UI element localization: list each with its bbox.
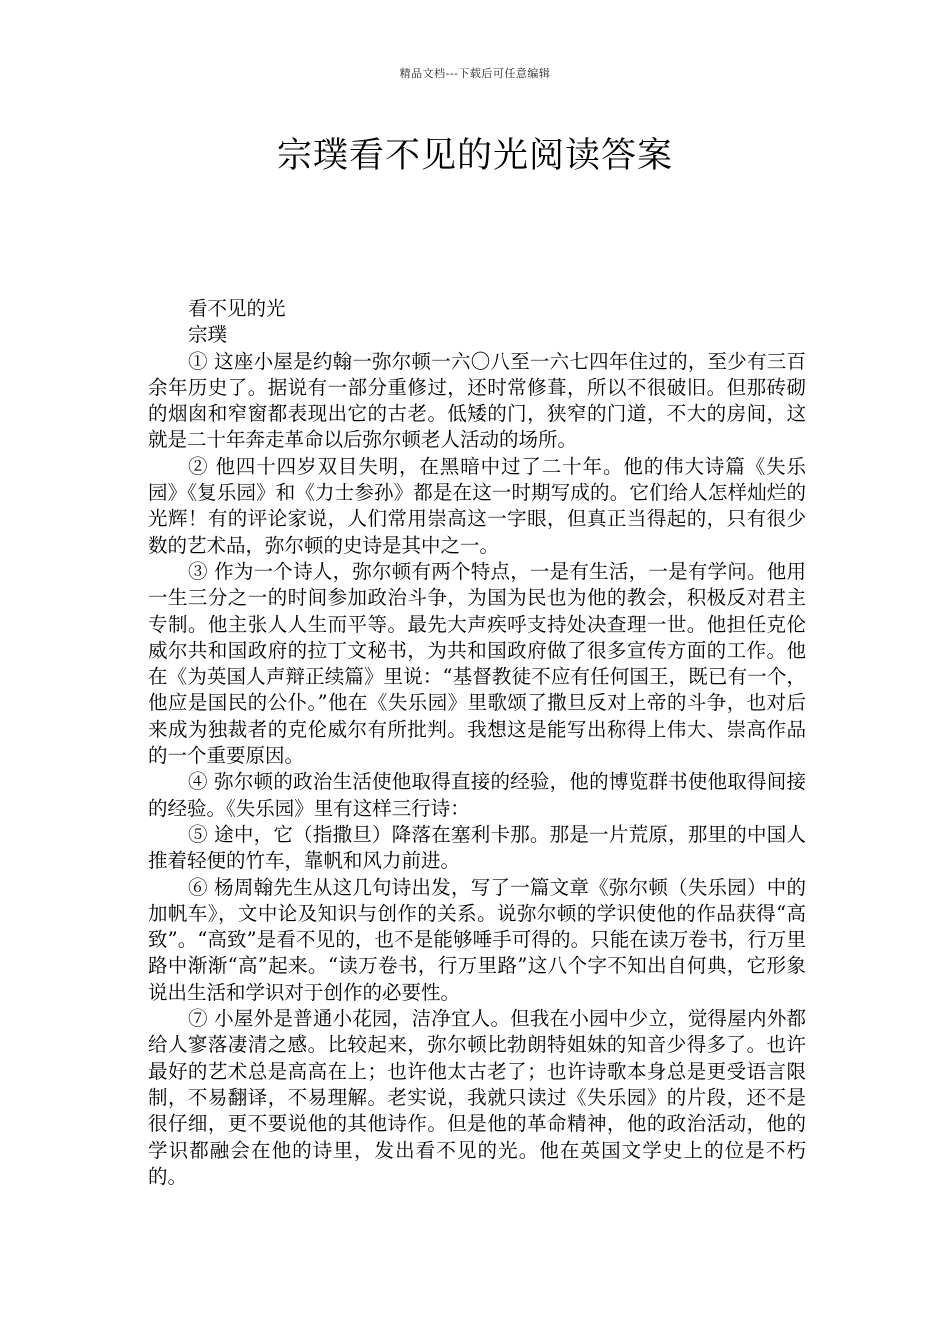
- essay-author: 宗璞: [188, 323, 228, 347]
- paragraph-5: ⑤ 途中，它（指撒旦）降落在塞利卡那。那是一片荒原，那里的中国人推着轻便的竹车，靠帆和风力前进。: [148, 822, 806, 873]
- paragraph-4: ④ 弥尔顿的政治生活使他取得直接的经验，他的博览群书使他取得间接的经验。《失乐园》里有这样三行诗：: [148, 770, 806, 820]
- paragraph-7: ⑦ 小屋外是普通小花园，洁净宜人。但我在小园中少立，觉得屋内外都给人寥落凄清之感。比较起来，弥尔顿比勃朗特姐妹的知音少得多了。也许最好的艺术总是高高在上；也许他太古老了；也许诗歌本身总是更受语言限制，不易翻译，不易理解。老实说，我就只读过《失乐园》的片段，还不是很仔细，更不要说他的其他诗作。但是他的革命精神，他的政治活动，他的学识都融会在他的诗里，发出看不见的光。他在英国文学史上的位是不朽的。: [148, 1007, 806, 1188]
- document-title: 宗璞看不见的光阅读答案: [276, 136, 673, 176]
- paragraph-3: ③ 作为一个诗人，弥尔顿有两个特点，一是有生活，一是有学问。他用一生三分之一的时间参加政治斗争，为国为民也为他的教会，积极反对君主专制。他主张人人生而平等。最先大声疾呼支持处决查理一世。他担任克伦威尔共和国政府的拉丁文秘书，为共和国政府做了很多宣传方面的工作。他在《为英国人声辩正续篇》里说：“基督教徒不应有任何国王，既已有一个，他应是国民的公仆。”他在《失乐园》里歌颂了撒旦反对上帝的斗争，也对后来成为独裁者的克伦威尔有所批判。我想这是能写出称得上伟大、崇高作品的一个重要原因。: [148, 559, 806, 768]
- essay-title: 看不见的光: [188, 297, 286, 320]
- paragraph-2: ② 他四十四岁双目失明，在黑暗中过了二十年。他的伟大诗篇《失乐园》《复乐园》和《力士参孙》都是在这一时期写成的。它们给人怎样灿烂的光辉！有的评论家说，人们常用崇高这一字眼，但真正当得起的，只有很少数的艺术品，弥尔顿的史诗是其中之一。: [148, 454, 806, 557]
- paragraph-6: ⑥ 杨周翰先生从这几句诗出发，写了一篇文章《弥尔顿（失乐园）中的加帆车》，文中论及知识与创作的关系。说弥尔顿的学识使他的作品获得“高致”。“高致”是看不见的，也不是能够唾手可得的。只能在读万卷书，行万里路中渐渐“高”起来。“读万卷书，行万里路”这八个字不知出自何典，它形象说出生活和学识对于创作的必要性。: [148, 875, 806, 1004]
- essay-body: [148, 296, 806, 1190]
- header-note: 精品文档---下载后可任意编辑: [399, 67, 551, 80]
- paragraph-1: ① 这座小屋是约翰一弥尔顿一六〇八至一六七四年住过的，至少有三百余年历史了。据说有一部分重修过，还时常修葺，所以不很破旧。但那砖砌的烟囱和窄窗都表现出它的古老。低矮的门，狭窄的门道，不大的房间，这就是二十年奔走革命以后弥尔顿老人活动的场所。: [148, 349, 806, 452]
